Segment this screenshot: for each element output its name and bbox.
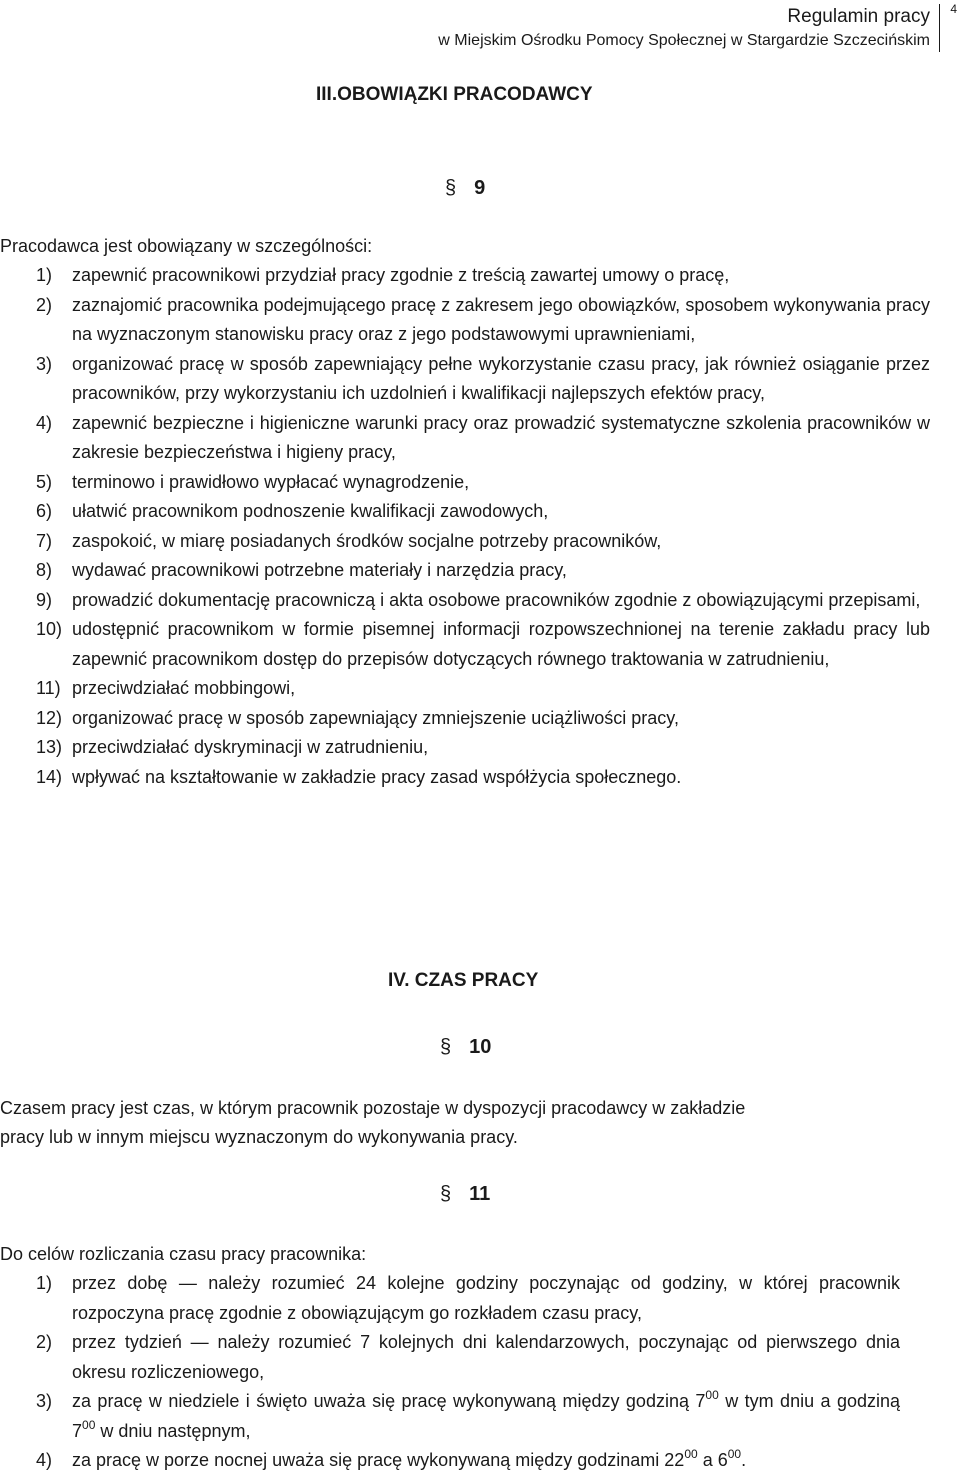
employer-duties-list xyxy=(0,261,930,792)
list-item: 13) przeciwdziałać dyskryminacji w zatrudnieniu, xyxy=(36,737,429,757)
header-divider xyxy=(939,4,940,52)
list-item: 12) organizować pracę w sposób zapewniający zmniejszenie uciążliwości pracy, xyxy=(36,707,679,728)
section-10-text-line-1: Czasem pracy jest czas, w którym pracownik pozostaje w dyspozycji pracodawcy w zakładzie xyxy=(0,1098,746,1118)
section-symbol: § xyxy=(445,177,457,199)
chapter-heading-czas-pracy: IV. CZAS PRACY xyxy=(388,970,539,991)
list-item: 7) zaspokoić, w miarę posiadanych środków socjalne potrzeby pracowników, xyxy=(36,530,662,551)
section-mark-10 xyxy=(440,1036,491,1059)
section-mark-9 xyxy=(445,177,485,200)
section-mark-11 xyxy=(440,1183,490,1206)
section-number: 11 xyxy=(469,1183,491,1205)
list-item: 2) zaznajomić pracownika podejmującego pracę z zakresem jego obowiązków, sposobem wykonywania pracy na wyznaczonym stanowisku pracy oraz z jego podstawowymi uprawnieniami, xyxy=(36,294,930,344)
list-item: 4) zapewnić bezpieczne i higieniczne warunki pracy oraz prowadzić systematyczne szkolenia pracowników w zakresie bezpieczeństwa i higieny pracy, xyxy=(36,412,930,462)
list-item: 1) zapewnić pracownikowi przydział pracy zgodnie z treścią zawartej umowy o pracę, xyxy=(36,265,730,285)
list-item: 4) za pracę w porze nocnej uważa się pracę wykonywaną między godzinami $22^{00}$ a $6^{00}$. xyxy=(36,1447,747,1470)
list-item: 3) za pracę w niedziele i święto uważa się pracę wykonywaną między godziną $7^{00}$ w tym dniu a godziną $7^{00}$ w dniu następnym, xyxy=(36,1388,900,1441)
section-number: 9 xyxy=(474,177,486,199)
list-item: 6) ułatwić pracownikom podnoszenie kwalifikacji zawodowych, xyxy=(36,501,549,521)
work-time-definitions-list xyxy=(0,1269,900,1476)
header-subtitle: w Miejskim Ośrodku Pomocy Społecznej w Stargardzie Szczecińskim xyxy=(438,32,930,49)
list-item: 5) terminowo i prawidłowo wypłacać wynagrodzenie, xyxy=(36,471,470,492)
page-number: 4 xyxy=(950,2,957,16)
list-item: 9) prowadzić dokumentację pracowniczą i akta osobowe pracowników zgodnie z obowiązującymi przepisami, xyxy=(36,589,921,610)
list-item: 1) przez dobę — należy rozumieć 24 kolejne godziny poczynając od godziny, w której pracownik rozpoczyna pracę zgodnie z obowiązującym go rozkładem czasu pracy, xyxy=(36,1273,900,1323)
list-item: 14) wpływać na kształtowanie w zakładzie pracy zasad współżycia społecznego. xyxy=(36,766,682,787)
page-header xyxy=(438,4,930,52)
list-item: 8) wydawać pracownikowi potrzebne materiały i narzędzia pracy, xyxy=(36,560,567,580)
section-11-intro: Do celów rozliczania czasu pracy pracownika: xyxy=(0,1244,367,1264)
list-item: 11) przeciwdziałać mobbingowi, xyxy=(36,678,296,698)
section-symbol: § xyxy=(440,1036,452,1058)
section-9-intro: Pracodawca jest obowiązany w szczególności: xyxy=(0,236,373,256)
header-title: Regulamin pracy xyxy=(787,6,930,27)
section-symbol: § xyxy=(440,1183,452,1205)
list-item: 3) organizować pracę w sposób zapewniający pełne wykorzystanie czasu pracy, jak również osiąganie przez pracowników, przy wykorzystaniu ich uzdolnień i kwalifikacji najlepszych efektów pracy, xyxy=(36,353,930,403)
list-item: 2) przez tydzień — należy rozumieć 7 kolejnych dni kalendarzowych, poczynając od pierwszego dnia okresu rozliczeniowego, xyxy=(36,1332,900,1382)
list-item: 10) udostępnić pracownikom w formie pisemnej informacji rozpowszechnionej na terenie zakładu pracy lub zapewnić pracownikom dostęp do przepisów dotyczących równego traktowania w zatrudnieniu, xyxy=(36,619,930,669)
section-number: 10 xyxy=(469,1036,492,1058)
chapter-heading-obowiazki: III.OBOWIĄZKI PRACODAWCY xyxy=(316,84,593,105)
section-10-text-line-2: pracy lub w innym miejscu wyznaczonym do wykonywania pracy. xyxy=(0,1127,518,1147)
